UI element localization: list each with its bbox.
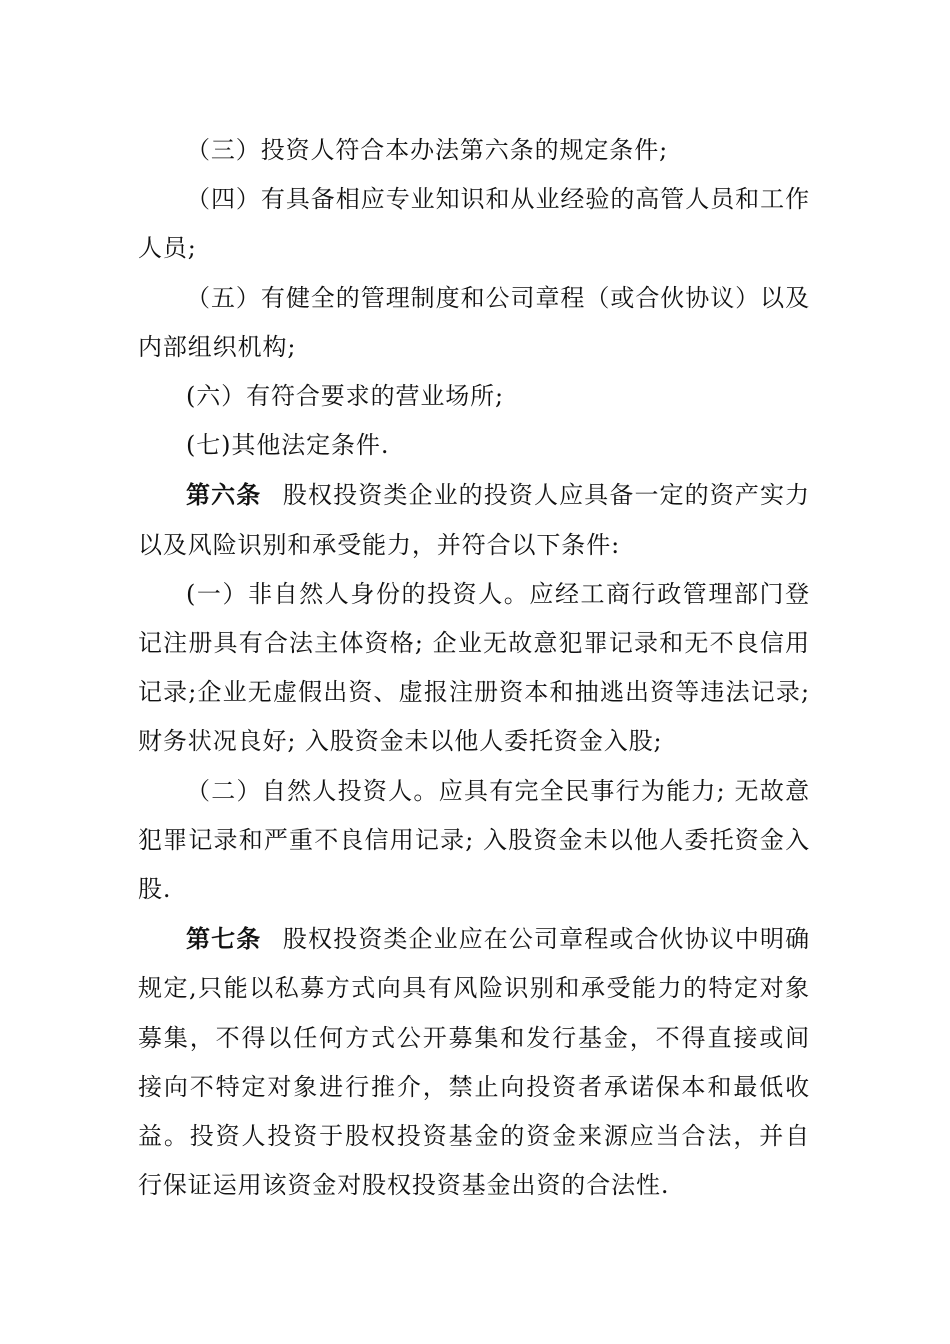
paragraph-text: (六）有符合要求的营业场所; bbox=[186, 382, 505, 411]
document-body bbox=[138, 126, 810, 1210]
paragraph-condition-7 bbox=[138, 421, 810, 470]
paragraph-text: (一）非自然人身份的投资人。应经工商行政管理部门登记注册具有合法主体资格; 企业无故意犯罪记录和无不良信用记录;企业无虚假出资、虚报注册资本和抽逃出资等违法记录; 财务状况良好; 入股资金未以他人委托资金入股; bbox=[138, 579, 810, 756]
paragraph-condition-4 bbox=[138, 175, 810, 273]
article-heading: 第六条 bbox=[186, 480, 262, 510]
article-6 bbox=[138, 470, 810, 569]
article-7 bbox=[138, 914, 810, 1210]
paragraph-text: （四）有具备相应专业知识和从业经验的高管人员和工作人员; bbox=[138, 185, 810, 263]
paragraph-investor-non-natural bbox=[138, 570, 810, 767]
paragraph-text: （二）自然人投资人。应具有完全民事行为能力; 无故意犯罪记录和严重不良信用记录; 入股资金未以他人委托资金入股. bbox=[138, 776, 810, 904]
paragraph-condition-6 bbox=[138, 372, 810, 421]
paragraph-text: （五）有健全的管理制度和公司章程（或合伙协议）以及内部组织机构; bbox=[138, 283, 810, 361]
paragraph-text: 股权投资类企业的投资人应具备一定的资产实力以及风险识别和承受能力，并符合以下条件: bbox=[138, 481, 810, 559]
paragraph-condition-3 bbox=[138, 126, 810, 175]
article-heading: 第七条 bbox=[186, 924, 262, 954]
paragraph-text: 股权投资类企业应在公司章程或合伙协议中明确规定,只能以私募方式向具有风险识别和承受能力的特定对象募集，不得以任何方式公开募集和发行基金，不得直接或间接向不特定对象进行推介，禁止向投资者承诺保本和最低收益。投资人投资于股权投资基金的资金来源应当合法，并自行保证运用该资金对股权投资基金出资的合法性. bbox=[138, 925, 810, 1200]
paragraph-condition-5 bbox=[138, 274, 810, 372]
paragraph-text: (七)其他法定条件. bbox=[186, 431, 390, 460]
paragraph-text: （三）投资人符合本办法第六条的规定条件; bbox=[186, 136, 669, 164]
paragraph-investor-natural bbox=[138, 767, 810, 915]
